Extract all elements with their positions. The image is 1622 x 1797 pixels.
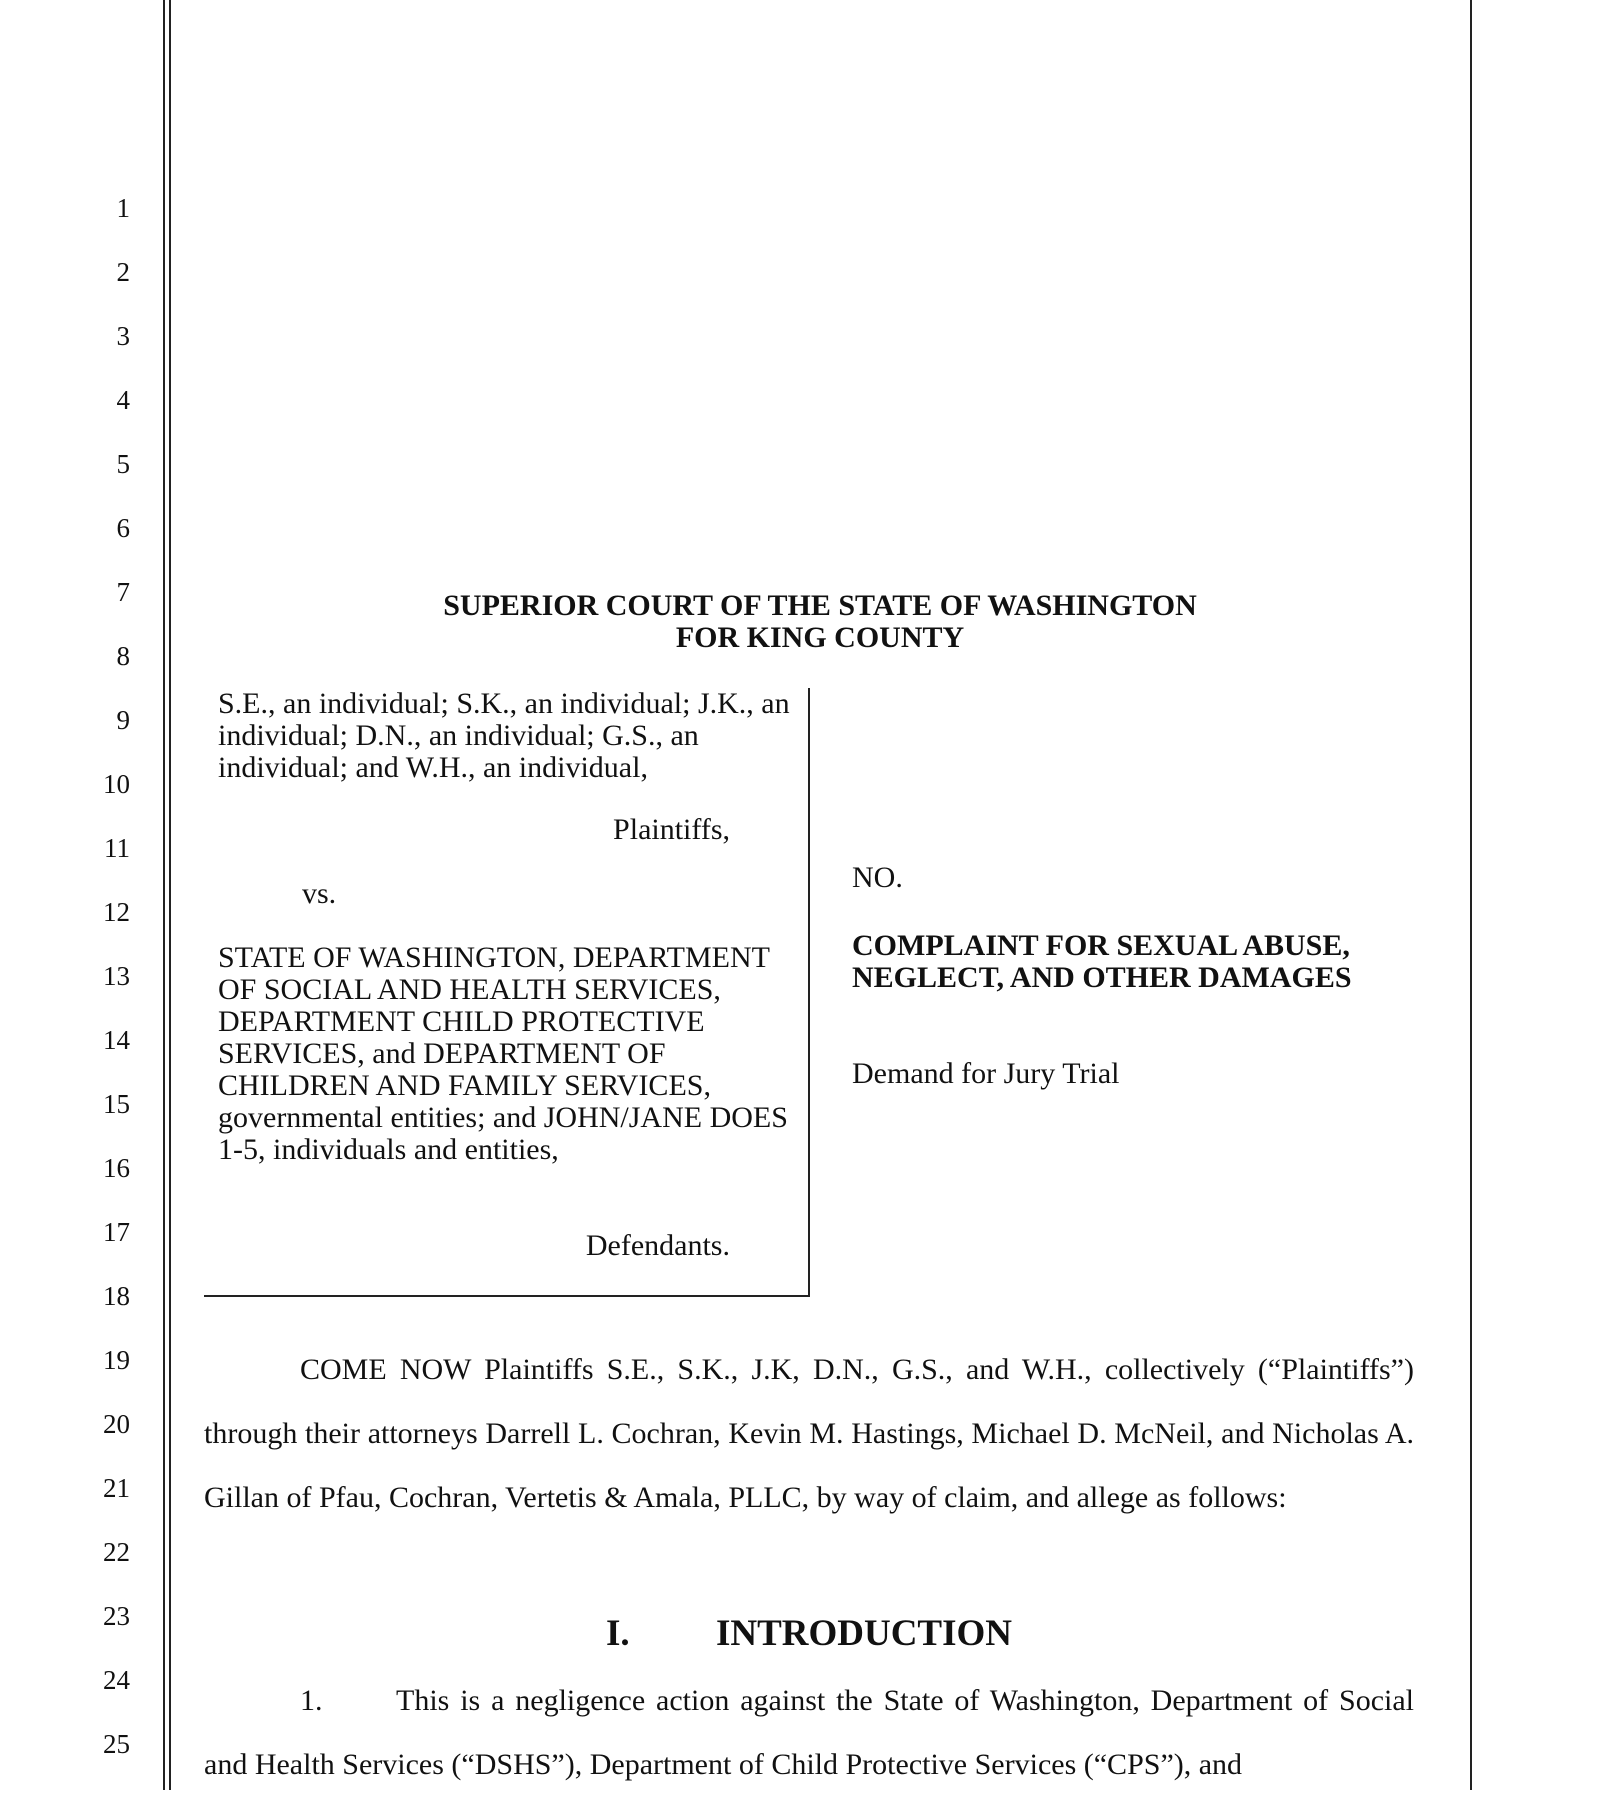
court-heading (200, 590, 1440, 654)
defendants-label: Defendants. (585, 1229, 730, 1262)
court-name: SUPERIOR COURT OF THE STATE OF WASHINGTON (443, 589, 1197, 622)
line-number: 12 (103, 897, 130, 927)
intro-paragraph (204, 1338, 1414, 1530)
line-number: 11 (104, 833, 130, 863)
numbered-paragraph (204, 1669, 1414, 1797)
line-number: 22 (103, 1537, 130, 1567)
paragraph-number: 1. (300, 1684, 323, 1717)
line-number: 13 (103, 961, 130, 991)
line-number: 4 (116, 385, 130, 415)
plaintiffs-parties: S.E., an individual; S.K., an individual; J.K., an individual; D.N., an individual; G.S., an individual; and W.H., an individual, (218, 687, 790, 784)
versus-label: vs. (302, 877, 337, 910)
line-number-column (0, 0, 140, 1790)
complaint-title: COMPLAINT FOR SEXUAL ABUSE, NEGLECT, AND OTHER DAMAGES (852, 929, 1352, 994)
line-number: 3 (116, 321, 130, 351)
section-title: INTRODUCTION (715, 1613, 1013, 1654)
line-number: 6 (116, 513, 130, 543)
line-number: 23 (103, 1601, 130, 1631)
intro-paragraph-text: COME NOW Plaintiffs S.E., S.K., J.K, D.N., G.S., and W.H., collectively (“Plaintiffs”) through their attorneys Darrell L. Cochran, Kevin M. Hastings, Michael D. McNeil, and Nicholas A. Gillan of Pfau, Cochran, Vertetis & Amala, PLLC, by way of claim, and allege as follows: (204, 1353, 1414, 1514)
line-number: 15 (103, 1089, 130, 1119)
case-caption-box (204, 688, 810, 1297)
line-number: 20 (103, 1409, 130, 1439)
section-number: I. (605, 1613, 630, 1654)
plaintiffs-label: Plaintiffs, (613, 813, 730, 846)
defendants-parties: STATE OF WASHINGTON, DEPARTMENT OF SOCIAL AND HEALTH SERVICES, DEPARTMENT CHILD PROTECTIVE SERVICES, and DEPARTMENT OF CHILDREN AND FAMILY SERVICES, governmental entities; and JOHN/JANE DOES 1-5, individuals and entities, (218, 941, 788, 1166)
line-number: 19 (103, 1345, 130, 1375)
line-number: 17 (103, 1217, 130, 1247)
line-number: 25 (103, 1729, 130, 1759)
line-number: 1 (116, 193, 130, 223)
left-margin-rule-inner (169, 0, 171, 1790)
line-number: 9 (116, 705, 130, 735)
line-number: 10 (103, 769, 130, 799)
line-number: 21 (103, 1473, 130, 1503)
right-margin-rule (1470, 0, 1472, 1790)
case-number-label: NO. (852, 861, 903, 894)
line-number: 16 (103, 1153, 130, 1183)
left-margin-rule (163, 0, 165, 1790)
paragraph-text: This is a negligence action against the State of Washington, Department of Social and Health Services (“DSHS”), Department of Child Protective Services (“CPS”), and (204, 1684, 1414, 1781)
section-heading (204, 1612, 1414, 1656)
line-number: 5 (116, 449, 130, 479)
court-county: FOR KING COUNTY (675, 621, 965, 654)
jury-demand: Demand for Jury Trial (852, 1057, 1120, 1090)
line-number: 8 (116, 641, 130, 671)
line-number: 7 (116, 577, 130, 607)
line-number: 2 (116, 257, 130, 287)
line-number: 24 (103, 1665, 130, 1695)
line-number: 18 (103, 1281, 130, 1311)
line-number: 14 (103, 1025, 130, 1055)
